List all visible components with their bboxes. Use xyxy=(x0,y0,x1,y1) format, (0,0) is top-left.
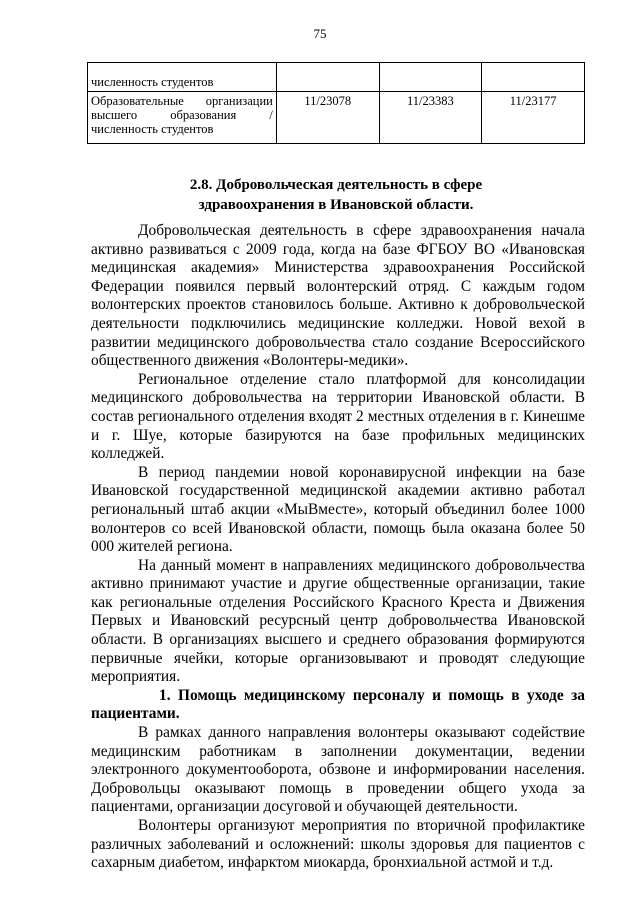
paragraph: Добровольческая деятельность в сфере здравоохранения начала активно развиваться с 2009 года, когда на базе ФГБОУ ВО «Ивановская медицинская академия» Министерства здравоохранения Российской Федерации появился первый волонтерский отряд. С каждым годом волонтерских проектов становилось больше. Активно к добровольческой деятельности подключились медицинские колледжи. Новой вехой в развитии медицинского добровольчества стало создание Всероссийского общественного движения «Волонтеры-медики». xyxy=(91,222,585,370)
table-cell xyxy=(276,63,379,92)
paragraph: Региональное отделение стало платформой для консолидации медицинского добровольчества на территории Ивановской области. В состав регионального отделения входят 2 местных отделения в г. Кинешме и г. Шуе, которые базируются на базе профильных медицинских колледжей. xyxy=(91,370,585,463)
table-row xyxy=(88,63,585,92)
paragraph: Волонтеры организуют мероприятия по вторичной профилактике различных заболеваний и осложнений: школы здоровья для пациентов с сахарным диабетом, инфарктом миокарда, бронхиальной астмой и т.д. xyxy=(91,817,585,872)
section-title-line-1: 2.8. Добровольческая деятельность в сфере xyxy=(189,177,483,193)
paragraph: На данный момент в направлениях медицинского добровольчества активно принимают участие и другие общественные организации, такие как региональные отделения Российского Красного Креста и Движения Первых и Ивановский ресурсный центр добровольчества Ивановской области. В организациях высшего и среднего образования формируются первичные ячейки, которые организовывают и проводят следующие мероприятия. xyxy=(91,556,585,686)
table-cell: 11/23078 xyxy=(276,92,379,144)
paragraph: В рамках данного направления волонтеры оказывают содействие медицинским работникам в заполнении документации, ведении электронного документооборота, обзвоне и информировании населения. Добровольцы оказывают помощь в проведении общего ухода за пациентами, организации досуговой и обучающей деятельности. xyxy=(91,724,585,816)
table-cell xyxy=(482,63,585,92)
table-cell-label: Образовательные организации высшего образования / численность студентов xyxy=(88,92,277,144)
table-cell-label: численность студентов xyxy=(88,63,277,92)
table-cell: 11/23177 xyxy=(482,92,585,144)
table-cell: 11/23383 xyxy=(379,92,482,144)
section-title-line-2: здравоохранения в Ивановской области. xyxy=(198,197,474,213)
list-item-heading: 1. Помощь медицинскому персоналу и помощь в уходе за пациентами. xyxy=(91,686,585,723)
body-text xyxy=(91,222,585,873)
table-row xyxy=(88,92,585,144)
table-cell xyxy=(379,63,482,92)
section-heading xyxy=(87,175,585,215)
statistics-table xyxy=(87,62,585,144)
paragraph: В период пандемии новой коронавирусной инфекции на базе Ивановской государственной медицинской академии активно работал региональный штаб акции «МыВместе», который объединил более 1000 волонтеров со всей Ивановской области, помощь была оказана более 50 000 жителей региона. xyxy=(91,463,585,556)
page-number: 75 xyxy=(313,26,327,41)
